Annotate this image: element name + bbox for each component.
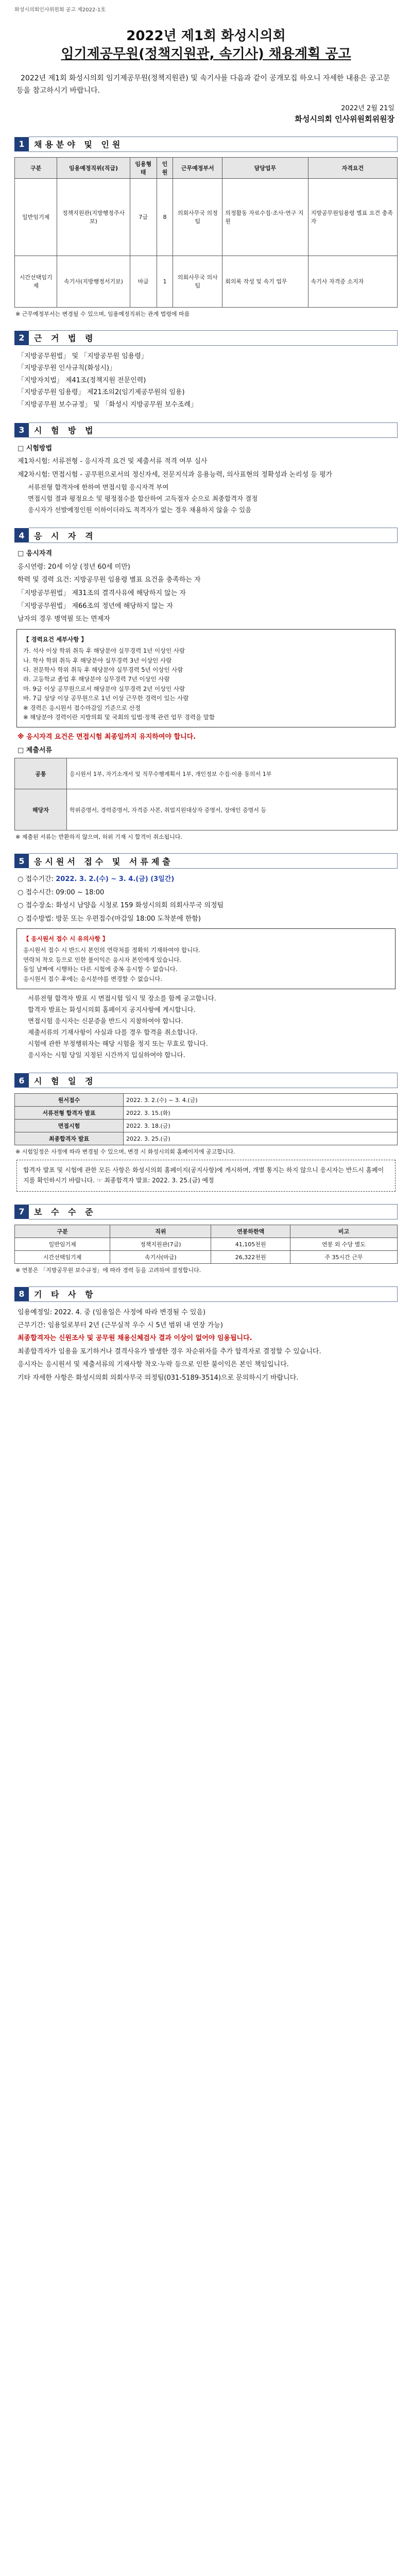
column-header: 근무예정부서: [173, 157, 222, 178]
apply-time: ○ 접수시간: 09:00 ~ 18:00: [18, 888, 105, 896]
section-number: 6: [14, 1073, 29, 1088]
list-item: 「지방공무원 보수규정」 및 「화성시 지방공무원 보수조례」: [18, 400, 197, 409]
list-item: 면접시험 응시자는 신분증을 반드시 지참하여야 합니다.: [28, 1017, 183, 1025]
section-title: 응 시 자 격: [29, 528, 398, 543]
column-header: 비고: [290, 1225, 397, 1238]
list-item: 응시자가 선발예정인원 이하이더라도 적격자가 없는 경우 채용하지 않을 수 있음: [28, 506, 252, 514]
table-cell: 속기사(지방행정서기보): [57, 256, 130, 307]
list-item: 학력 및 경력 요건: 지방공무원 임용령 별표 요건을 충족하는 자: [18, 576, 201, 584]
eligibility-warning: ※ 응시자격 요건은 면접시험 최종일까지 유지하여야 합니다.: [18, 733, 196, 741]
table-cell: 원서접수: [15, 1094, 124, 1107]
list-item: 임용예정일: 2022. 4. 중 (임용일은 사정에 따라 변경될 수 있음): [18, 1308, 206, 1316]
section-header-exam: [14, 422, 398, 438]
table-row: [15, 1107, 398, 1120]
table-cell: 의회사무국 의사팀: [173, 256, 222, 307]
table-cell: 시간선택임기제: [15, 1250, 110, 1263]
list-item: 응시자는 시험 당일 지정된 시간까지 입실하여야 합니다.: [28, 1051, 185, 1059]
table-cell: 일반임기제: [15, 1238, 110, 1250]
list-item: 「지방공무원법」 제66조의 정년에 해당하지 않는 자: [18, 602, 173, 611]
section-header-law: [14, 330, 398, 346]
table-row: [15, 1250, 398, 1263]
title-line-1: 2022년 제1회 화성시의회: [126, 28, 286, 44]
table-cell: 주 35시간 근무: [290, 1250, 397, 1263]
list-item: 최종합격자는 신원조사 및 공무원 채용신체검사 결과 이상이 없어야 임용됩니다.: [18, 1334, 252, 1343]
table-cell: 최종합격자 발표: [15, 1132, 124, 1145]
table-cell: 시간선택임기제: [15, 256, 57, 307]
notice-number: 화성시의회인사위원회 공고 제2022-1호: [14, 7, 106, 13]
apply-period-label: ○ 접수기간:: [18, 875, 54, 884]
table-cell: 26,322천원: [211, 1250, 290, 1263]
eligibility-subtitle: □ 응시자격: [18, 550, 53, 558]
pay-note: ※ 연봉은 「지방공무원 보수규정」에 따라 경력 등을 고려하여 결정합니다.: [15, 1266, 201, 1274]
box-line: 응시원서 접수 후에는 응시분야를 변경할 수 없습니다.: [23, 975, 162, 982]
apply-period-value: 2022. 3. 2.(수) ~ 3. 4.(금) (3일간): [56, 875, 175, 884]
box-line: ※ 경력은 응시원서 접수마감일 기준으로 산정: [23, 704, 141, 711]
table-cell: 속기사 자격증 소지자: [308, 256, 397, 307]
list-item: 「지방공무원 인사규칙(화성시)」: [18, 364, 116, 372]
table-row: [15, 789, 398, 831]
table-cell: 마급: [130, 256, 157, 307]
table-cell: 학위증명서, 경력증명서, 자격증 사본, 취업지원대상자 증명서, 장애인 증명서 등: [67, 789, 398, 831]
section-number: 3: [14, 423, 29, 437]
list-item: 남자의 경우 병역필 또는 면제자: [18, 615, 110, 623]
section-header-apply: [14, 853, 398, 869]
table-cell: 정책지원관(지방행정주사보): [57, 178, 130, 256]
list-item: 서류전형 합격자에 한하여 면접시험 응시자격 부여: [28, 483, 169, 492]
section-title: 시 험 일 정: [29, 1073, 398, 1088]
table-cell: 41,105천원: [211, 1238, 290, 1250]
schedule-note: ※ 시험일정은 사정에 따라 변경될 수 있으며, 변경 시 화성시의회 홈페이지에 공고합니다.: [15, 1148, 235, 1155]
table-cell: 서류전형 합격자 발표: [15, 1107, 124, 1120]
column-header: 임용형태: [130, 157, 157, 178]
table-cell: 정책지원관(7급): [110, 1238, 211, 1250]
recruit-table: [14, 157, 398, 308]
section-header-schedule: [14, 1073, 398, 1088]
schedule-table: [14, 1093, 398, 1145]
law-list: [14, 351, 398, 410]
announcement-date: 2022년 2월 21일: [341, 104, 394, 112]
section-header-pay: [14, 1204, 398, 1219]
column-header: 인원: [157, 157, 173, 178]
table-cell: 2022. 3. 18.(금): [124, 1120, 398, 1132]
apply-period: [18, 874, 394, 885]
table-cell: 2022. 3. 2.(수) ~ 3. 4.(금): [124, 1094, 398, 1107]
apply-place: ○ 접수장소: 화성시 남양읍 시청로 159 화성시의회 의회사무국 의정팀: [18, 902, 224, 910]
table-header-row: [15, 1225, 398, 1238]
section-header-etc: [14, 1286, 398, 1302]
box-title: 【 경력요건 세부사항 】: [23, 635, 87, 643]
table-cell: 의회사무국 의정팀: [173, 178, 222, 256]
table-cell: 면접시험: [15, 1120, 124, 1132]
box-line: ※ 해당분야 경력이란 지방의회 및 국회의 입법·정책 관련 업무 경력을 말함: [23, 714, 215, 721]
column-header: 자격요건: [308, 157, 397, 178]
section-header-recruit: [14, 137, 398, 152]
table-cell: 응시원서 1부, 자기소개서 및 직무수행계획서 1부, 개인정보 수집·이용 동의서 1부: [67, 758, 398, 789]
list-item: 응시자는 응시원서 및 제출서류의 기재사항 착오·누락 등으로 인한 불이익은 본인 책임입니다.: [18, 1361, 289, 1369]
docs-table: [14, 758, 398, 831]
column-header: 임용예정직위(직급): [57, 157, 130, 178]
table-cell: 1: [157, 256, 173, 307]
table-cell: 2022. 3. 25.(금): [124, 1132, 398, 1145]
section-title: 근 거 법 령: [29, 330, 398, 346]
exam-subtitle: □ 시험방법: [18, 444, 53, 452]
section-title: 채용분야 및 인원: [29, 137, 398, 152]
list-item: 면접시험 결과 평정요소 및 평정점수를 합산하여 고득점자 순으로 최종합격자 결정: [28, 495, 258, 503]
recruit-note: ※ 근무예정부서는 변경될 수 있으며, 임용예정직위는 관계 법령에 따름: [15, 310, 190, 317]
box-line: 연락처 착오 등으로 인한 불이익은 응시자 본인에게 있습니다.: [23, 956, 181, 963]
table-row: [15, 1120, 398, 1132]
box-line: 가. 석사 이상 학위 취득 후 해당분야 실무경력 1년 이상인 사람: [23, 647, 185, 655]
section-title: 보 수 수 준: [29, 1204, 398, 1219]
list-item: 최종합격자가 임용을 포기하거나 결격사유가 발생한 경우 차순위자를 추가 합격자로 결정할 수 있습니다.: [18, 1347, 321, 1355]
column-header: 연봉하한액: [211, 1225, 290, 1238]
table-cell: 일반임기제: [15, 178, 57, 256]
table-cell: 연봉 외 수당 별도: [290, 1238, 397, 1250]
table-header-row: [15, 157, 398, 178]
table-cell: 의정활동 자료수집·조사·연구 지원: [222, 178, 308, 256]
table-cell: 지방공무원임용령 별표 요건 충족자: [308, 178, 397, 256]
table-cell: 8: [157, 178, 173, 256]
section-title: 기 타 사 항: [29, 1286, 398, 1302]
list-item: 시험에 관한 부정행위자는 해당 시험을 정지 또는 무효로 합니다.: [28, 1040, 208, 1047]
section-number: 1: [14, 137, 29, 151]
box-title: 【 응시원서 접수 시 유의사항 】: [23, 935, 109, 943]
list-item: 근무기간: 임용일로부터 2년 (근무실적 우수 시 5년 범위 내 연장 가능): [18, 1321, 223, 1330]
table-cell: 해당자: [15, 789, 67, 831]
table-row: [15, 1132, 398, 1145]
apply-method: ○ 접수방법: 방문 또는 우편접수(마감일 18:00 도착분에 한함): [18, 914, 201, 923]
list-item: 서류전형 합격자 발표 시 면접시험 일시 및 장소를 함께 공고합니다.: [28, 994, 216, 1002]
column-header: 담당업무: [222, 157, 308, 178]
box-line: 라. 고등학교 졸업 후 해당분야 실무경력 7년 이상인 사람: [23, 675, 170, 683]
column-header: 직위: [110, 1225, 211, 1238]
list-item: 합격자 발표는 화성시의회 홈페이지 공지사항에 게시합니다.: [28, 1006, 196, 1013]
career-requirements-box: [16, 629, 396, 728]
title-line-2: 임기제공무원(정책지원관, 속기사) 채용계획 공고: [61, 46, 351, 62]
docs-note: ※ 제출된 서류는 반환하지 않으며, 허위 기재 시 합격이 취소됩니다.: [15, 834, 182, 841]
list-item: 「지방자치법」 제41조(정책지원 전문인력): [18, 376, 146, 384]
section-number: 7: [14, 1205, 29, 1219]
table-cell: 회의록 작성 및 속기 업무: [222, 256, 308, 307]
list-item: 「지방공무원법」 및 「지방공무원 임용령」: [18, 352, 148, 360]
list-item: 제2차시험: 면접시험 - 공무원으로서의 정신자세, 전문지식과 응용능력, 의사표현의 정확성과 논리성 등 평가: [18, 470, 333, 479]
table-row: [15, 178, 398, 256]
docs-subtitle: □ 제출서류: [18, 746, 53, 754]
box-line: 동일 날짜에 시행하는 다른 시험에 중복 응시할 수 없습니다.: [23, 965, 178, 973]
pay-table: [14, 1225, 398, 1264]
apply-caution-box: [16, 928, 396, 989]
table-cell: 7급: [130, 178, 157, 256]
box-line: 나. 학사 학위 취득 후 해당분야 실무경력 3년 이상인 사람: [23, 656, 172, 664]
table-row: [15, 1094, 398, 1107]
section-title: 시 험 방 법: [29, 422, 398, 438]
list-item: 제출서류의 기재사항이 사실과 다를 경우 합격을 취소합니다.: [28, 1028, 198, 1036]
section-header-eligibility: [14, 528, 398, 543]
table-row: [15, 1238, 398, 1250]
box-line: 응시원서 접수 시 반드시 본인의 연락처를 정확히 기재하여야 합니다.: [23, 946, 200, 954]
column-header: 구분: [15, 157, 57, 178]
section-number: 2: [14, 331, 29, 345]
schedule-notice-box: 합격자 발표 및 시험에 관한 모든 사항은 화성시의회 홈페이지(공지사항)에 게시하며, 개별 통지는 하지 않으니 응시자는 반드시 홈페이지를 확인하시기 바랍니다. ☞ 최종합격자 발표: 2022. 3. 25.(금) 예정: [16, 1160, 396, 1192]
issuing-organization: 화성시의회 인사위원회위원장: [295, 114, 394, 124]
section-number: 8: [14, 1287, 29, 1301]
table-row: [15, 758, 398, 789]
box-line: 다. 전문학사 학위 취득 후 해당분야 실무경력 5년 이상인 사람: [23, 666, 183, 674]
box-line: 마. 9급 이상 공무원으로서 해당분야 실무경력 2년 이상인 사람: [23, 685, 185, 692]
list-item: 「지방공무원 임용령」 제21조의2(임기제공무원의 임용): [18, 388, 185, 397]
section-number: 4: [14, 528, 29, 543]
section-title: 응시원서 접수 및 서류제출: [29, 853, 398, 869]
lead-paragraph: 2022년 제1회 화성시의회 임기제공무원(정책지원관) 및 속기사를 다음과 같이 공개모집 하오니 자세한 내용은 공고문 등을 참고하시기 바랍니다.: [16, 74, 390, 95]
list-item: 「지방공무원법」 제31조의 결격사유에 해당하지 않는 자: [18, 589, 186, 597]
box-line: 바. 7급 상당 이상 공무원으로 1년 이상 근무한 경력이 있는 사람: [23, 694, 189, 702]
table-cell: 2022. 3. 15.(화): [124, 1107, 398, 1120]
table-cell: 공통: [15, 758, 67, 789]
list-item: 제1차시험: 서류전형 - 응시자격 요건 및 제출서류 적격 여부 심사: [18, 457, 208, 466]
section-number: 5: [14, 854, 29, 868]
column-header: 구분: [15, 1225, 110, 1238]
table-cell: 속기사(마급): [110, 1250, 211, 1263]
table-row: [15, 256, 398, 307]
page-title: [14, 27, 398, 63]
list-item: 기타 자세한 사항은 화성시의회 의회사무국 의정팀(031-5189-3514)으로 문의하시기 바랍니다.: [18, 1374, 299, 1382]
list-item: 응시연령: 20세 이상 (정년 60세 미만): [18, 563, 130, 571]
